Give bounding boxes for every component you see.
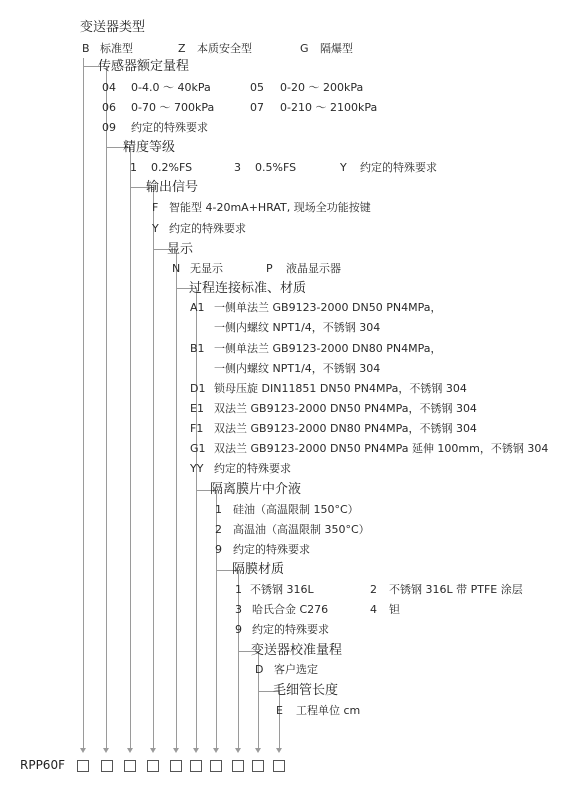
transmitter-type-label-intrinsic: 本质安全型 [197, 42, 252, 55]
connection-code-yy: YY [190, 462, 204, 475]
connection-code-g1: G1 [190, 442, 206, 455]
accuracy-code-1: 1 [130, 161, 137, 174]
fill-fluid-code-9: 9 [215, 543, 222, 556]
model-slot-connection[interactable] [190, 760, 202, 772]
model-slot-fill-fluid[interactable] [210, 760, 222, 772]
diaphragm-code-2: 2 [370, 583, 377, 596]
connection-b1-line1: 一侧单法兰 GB9123-2000 DN80 PN4MPa， [214, 342, 442, 355]
sensor-range-code-07: 07 [250, 101, 264, 114]
accuracy-heading: 精度等级 [123, 140, 176, 155]
calibration-code-d: D [255, 663, 264, 676]
capillary-heading: 毛细管长度 [273, 683, 339, 698]
sensor-range-label-04: 0-4.0 ～ 40kPa [131, 81, 211, 94]
sensor-range-code-04: 04 [102, 81, 116, 94]
transmitter-type-label-standard: 标准型 [100, 42, 133, 55]
model-slot-calibration[interactable] [252, 760, 264, 772]
connection-code-b1: B1 [190, 342, 205, 355]
diaphragm-code-9: 9 [235, 623, 242, 636]
connection-b1-line2: 一侧内螺纹 NPT1/4，不锈钢 304 [214, 362, 381, 375]
model-prefix: RPP60F [20, 758, 65, 772]
fill-fluid-code-2: 2 [215, 523, 222, 536]
sensor-range-label-06: 0-70 ～ 700kPa [131, 101, 215, 114]
accuracy-code-3: 3 [234, 161, 241, 174]
capillary-code-e: E [276, 704, 283, 717]
model-slot-output[interactable] [147, 760, 159, 772]
connection-a1-line1: 一侧单法兰 GB9123-2000 DN50 PN4MPa， [214, 301, 442, 314]
diaphragm-label-1: 不锈钢 316L [250, 583, 314, 596]
fill-fluid-heading: 隔离膜片中介液 [210, 482, 302, 497]
transmitter-type-heading: 变送器类型 [80, 20, 146, 35]
transmitter-type-code-z: Z [178, 42, 186, 55]
model-slot-display[interactable] [170, 760, 182, 772]
output-code-y: Y [152, 222, 159, 235]
connection-heading: 过程连接标准、材质 [189, 281, 307, 296]
sensor-range-code-09: 09 [102, 121, 116, 134]
model-slot-transmitter-type[interactable] [77, 760, 89, 772]
sensor-range-label-05: 0-20 ～ 200kPa [280, 81, 364, 94]
connection-f1-line1: 双法兰 GB9123-2000 DN80 PN4MPa，不锈钢 304 [214, 422, 477, 435]
sensor-range-label-07: 0-210 ～ 2100kPa [280, 101, 378, 114]
output-code-f: F [152, 201, 159, 214]
transmitter-type-label-explosion: 隔爆型 [320, 42, 353, 55]
model-slot-capillary[interactable] [273, 760, 285, 772]
fill-fluid-code-1: 1 [215, 503, 222, 516]
connection-code-d1: D1 [190, 382, 206, 395]
output-heading: 输出信号 [146, 180, 199, 195]
diaphragm-code-4: 4 [370, 603, 377, 616]
model-slot-accuracy[interactable] [124, 760, 136, 772]
diaphragm-code-1: 1 [235, 583, 242, 596]
model-slot-diaphragm[interactable] [232, 760, 244, 772]
accuracy-code-y: Y [340, 161, 347, 174]
connection-d1-line1: 锁母压旋 DIN11851 DN50 PN4MPa，不锈钢 304 [214, 382, 467, 395]
transmitter-type-code-b: B [82, 42, 90, 55]
connection-yy-line1: 约定的特殊要求 [214, 462, 291, 475]
capillary-label-e: 工程单位 cm [296, 704, 361, 717]
connection-g1-line1: 双法兰 GB9123-2000 DN50 PN4MPa 延伸 100mm，不锈钢 304 [214, 442, 549, 455]
display-heading: 显示 [167, 242, 194, 257]
diaphragm-heading: 隔膜材质 [232, 562, 285, 577]
connection-a1-line2: 一侧内螺纹 NPT1/4，不锈钢 304 [214, 321, 381, 334]
diaphragm-label-3: 哈氏合金 C276 [252, 603, 329, 616]
sensor-range-label-09: 约定的特殊要求 [131, 121, 208, 134]
display-code-p: P [266, 262, 273, 275]
connection-e1-line1: 双法兰 GB9123-2000 DN50 PN4MPa，不锈钢 304 [214, 402, 477, 415]
connection-code-f1: F1 [190, 422, 204, 435]
connection-code-e1: E1 [190, 402, 204, 415]
display-label-n: 无显示 [190, 262, 223, 275]
transmitter-type-code-g: G [300, 42, 309, 55]
sensor-range-heading: 传感器额定量程 [98, 59, 190, 74]
diaphragm-code-3: 3 [235, 603, 242, 616]
accuracy-label-y: 约定的特殊要求 [360, 161, 437, 174]
calibration-heading: 变送器校准量程 [251, 643, 343, 658]
output-label-y: 约定的特殊要求 [169, 222, 246, 235]
diaphragm-label-2: 不锈钢 316L 带 PTFE 涂层 [389, 583, 523, 596]
sensor-range-code-05: 05 [250, 81, 264, 94]
diaphragm-label-4: 钽 [389, 603, 400, 616]
output-label-f: 智能型 4-20mA+HRAT, 现场全功能按键 [169, 201, 371, 214]
fill-fluid-label-2: 高温油（高温限制 350°C） [233, 523, 370, 536]
sensor-range-code-06: 06 [102, 101, 116, 114]
diaphragm-label-9: 约定的特殊要求 [252, 623, 329, 636]
display-label-p: 液晶显示器 [286, 262, 341, 275]
connection-code-a1: A1 [190, 301, 205, 314]
accuracy-label-3: 0.5%FS [255, 161, 297, 174]
fill-fluid-label-9: 约定的特殊要求 [233, 543, 310, 556]
fill-fluid-label-1: 硅油（高温限制 150°C） [233, 503, 359, 516]
accuracy-label-1: 0.2%FS [151, 161, 193, 174]
display-code-n: N [172, 262, 181, 275]
model-slot-sensor-range[interactable] [101, 760, 113, 772]
calibration-label-d: 客户选定 [274, 663, 318, 676]
